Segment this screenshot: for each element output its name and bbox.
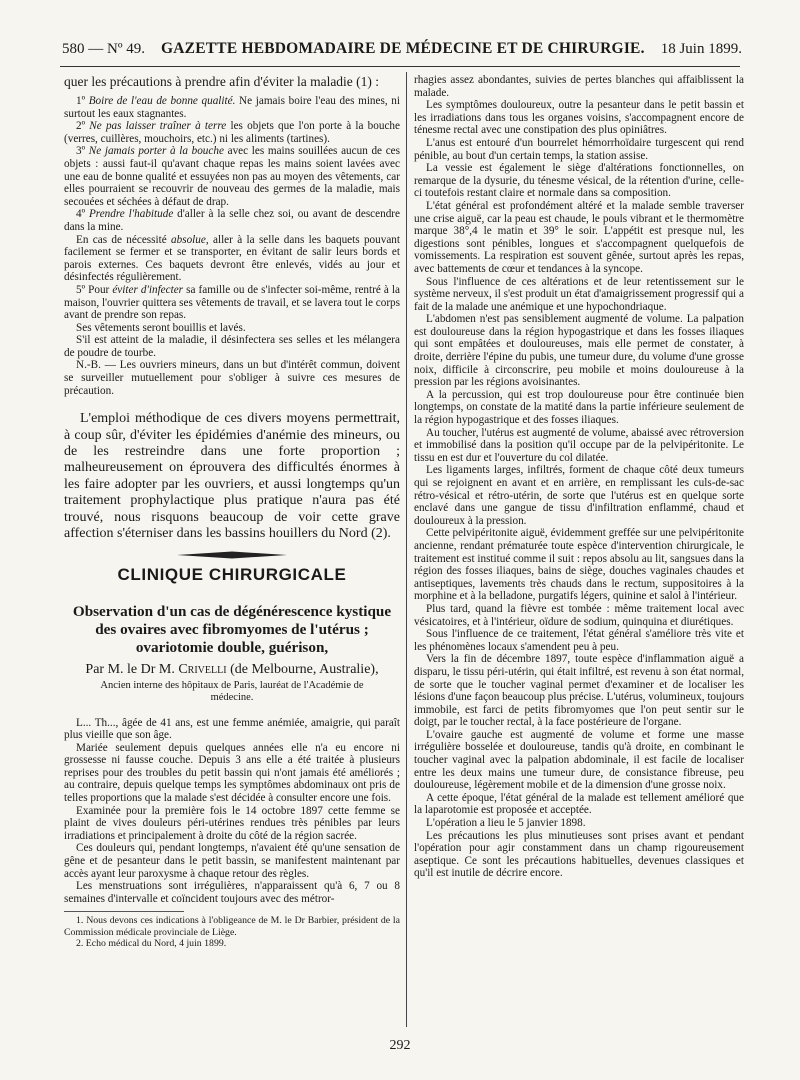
- rule-item: 4º Prendre l'habitude d'aller à la selle chez soi, ou avant de descendre dans la mine.: [64, 208, 400, 233]
- article-body-left: [64, 717, 400, 906]
- footnote-rule: [64, 911, 184, 912]
- body-paragraph: A la percussion, qui est trop douloureuse pour être continuée bien longtemps, on constate de la matité dans la partie inférieure seulement de la région hypogastrique et des fosses iliaques.: [414, 388, 744, 427]
- rule-item: N.-B. — Les ouvriers mineurs, dans un but d'intérêt commun, doivent se surveiller mutuellement pour s'obliger à suivre ces mesures de précaution.: [64, 359, 400, 397]
- rule-item: 3º Ne jamais porter à la bouche avec les mains souillées aucun de ces objets : aussi faut-il qu'avant chaque repas les mains soient lavées avec une eau de bonne qualité et essuyées non pas au moyen des vêtements, car elles pourraient se recouvrir de nouveau des germes de la maladie, mais secouées et séchées à défaut de drap.: [64, 145, 400, 208]
- header-rule: [60, 66, 740, 67]
- opening-line: quer les précautions à prendre afin d'éviter la maladie (1) :: [64, 74, 380, 89]
- rule-item: S'il est atteint de la maladie, il désinfectera ses selles et les mélangera de poudre de tourbe.: [64, 334, 400, 359]
- body-paragraph: L'abdomen n'est pas sensiblement augmenté de volume. La palpation est douloureuse dans la région hypogastrique et dans les fosses iliaques qui sont empâtées et douloureuses, mais elle permet de constater, à droite, derrière l'épine du pubis, une tumeur dure, du volume d'une grosse noix, difficile à circonscrire, peu mobile et moins douloureuse à la pression par les régions avoisinantes.: [414, 313, 744, 389]
- section-ornament: [64, 551, 400, 559]
- body-paragraph: Cette pelvipéritonite aiguë, évidemment greffée sur une pelvipéritonite ancienne, rendant prématurée toute espèce d'intervention chirurgicale, le traitement est institué comme il suit : repos absolu au lit, sangsues dans la région des fosses iliaques, bains de siège, douches vaginales chaudes et antiseptiques, lavements très chauds dans le rectum, suppositoires à la morphine et à la belladone, purgatifs légers, quinine et salol à l'intérieur.: [414, 527, 744, 603]
- body-paragraph: Sous l'influence de ce traitement, l'état général s'améliore très vite et les phénomènes locaux s'amendent peu à peu.: [414, 628, 744, 653]
- body-paragraph: Ces douleurs qui, pendant longtemps, n'avaient été qu'une sensation de gêne et de pesanteur dans le petit bassin, se manifestent maintenant par accès ayant leur paroxysme à chaque retour des règles.: [64, 842, 400, 880]
- body-paragraph: rhagies assez abondantes, suivies de pertes blanches qui affaiblissent la malade.: [414, 74, 744, 99]
- rule-item: 2º Ne pas laisser traîner à terre les objets que l'on porte à la bouche (verres, cuillères, mouchoirs, etc.) ni les aliments (tartines).: [64, 120, 400, 145]
- body-paragraph: Les symptômes douloureux, outre la pesanteur dans le petit bassin et les irradiations dans tous les organes voisins, s'accompagnent encore de ténesme rectal avec une constipation des plus opiniâtres.: [414, 99, 744, 137]
- body-paragraph: L'état général est profondément altéré et la malade semble traverser une crise aiguë, car la peau est chaude, le pouls vibrant et le thermomètre marque 38°,4 le matin et 39° le soir. L'appétit est presque nul, les digestions sont pénibles, longues et s'accompagnent quelquefois de vomissements. La respiration est souvent gênée, surtout après les repas, avec battements de cœur et tendances à la syncope.: [414, 199, 744, 275]
- ornament-rule-icon: [177, 551, 287, 559]
- body-paragraph: L'ovaire gauche est augmenté de volume et forme une masse irrégulière bosselée et douloureuse, tandis qu'à droite, en combinant le toucher vaginal avec la palpation abdominale, il est facile de localiser entre les deux mains une tumeur dure, de consistance fibreuse, peu douloureuse, légèrement mobile et de la dimension d'une grosse noix.: [414, 728, 744, 792]
- body-paragraph: Les menstruations sont irrégulières, n'apparaissent qu'à 6, 7 ou 8 semaines d'intervalle et coïncident toujours avec des métror-: [64, 880, 400, 905]
- body-paragraph: L'anus est entouré d'un bourrelet hémorrhoïdaire turgescent qui rend pénible, au bout d'un certain temps, la station assise.: [414, 136, 744, 162]
- lead-paragraph: L'emploi méthodique de ces divers moyens permettrait, à coup sûr, d'éviter les épidémies d'anémie des mineurs, ou de les restreindre dans une forte proportion ; malheureusement on éprouvera des difficultés énormes à les faire adopter par les ouvriers, et aussi longtemps qu'un traitement prophylactique plus pratique n'aura pas été trouvé, nous risquons beaucoup de voir cette grave affection s'éterniser dans les bassins houillers du Nord (2).: [64, 411, 400, 542]
- right-column: [414, 74, 744, 880]
- body-paragraph: A cette époque, l'état général de la malade est tellement amélioré que la laparotomie est proposée et acceptée.: [414, 791, 744, 817]
- rule-item: 1º Boire de l'eau de bonne qualité. Ne jamais boire l'eau des mines, ni surtout les eaux stagnantes.: [64, 95, 400, 120]
- body-paragraph: Les ligaments larges, infiltrés, forment de chaque côté deux tumeurs qui se rejoignent en avant et en arrière, en remplissant les culs-de-sac rétro-vésical et rétro-utérin, de sorte que l'utérus est en quelque sorte enclavé dans une gangue de tissu d'infiltration enflammé, chaud et douloureux à la pression.: [414, 464, 744, 527]
- left-column: [64, 74, 400, 950]
- body-paragraph: Examinée pour la première fois le 14 octobre 1897 cette femme se plaint de vives douleurs péri-utérines rendues très pénibles par leurs irradiations et principalement à droite du côté de la région sacrée.: [64, 804, 400, 842]
- body-paragraph: Les précautions les plus minutieuses sont prises avant et pendant l'opération pour agir constamment dans un champ rigoureusement aseptique. Ce sont les précautions habituelles, devenues classiques et qu'il est inutile de décrire encore.: [414, 829, 744, 880]
- rule-item: En cas de nécessité absolue, aller à la selle dans les baquets pouvant facilement se fermer et se transporter, en évitant de salir leurs bords et parois externes. Ces baquets devront être enlevés, vidés au jour et désinfectés régulièrement.: [64, 233, 400, 284]
- article-title: Observation d'un cas de dégénérescence kystique des ovaires avec fibromyomes de l'utérus ; ovariotomie double, guérison,: [72, 603, 392, 657]
- rule-item: 5º Pour éviter d'infecter sa famille ou de s'infecter soi-même, rentré à la maison, l'ouvrier quittera ses vêtements de travail, et se lavera tout le corps avant de prendre son repas.: [64, 283, 400, 322]
- page-header: [62, 40, 742, 62]
- footnote: 1. Nous devons ces indications à l'obligeance de M. le Dr Barbier, président de la Commission médicale provinciale de Liège.: [64, 915, 400, 938]
- body-paragraph: La vessie est également le siège d'altérations fonctionnelles, on remarque de la dysurie, du ténesme vésical, de la rétention d'urine, celle-ci toutefois restant claire et normale dans sa composition.: [414, 162, 744, 200]
- body-paragraph: Vers la fin de décembre 1897, toute espèce d'inflammation aiguë a disparu, le tissu péri-utérin, qui était infiltré, est revenu à son état normal, de sorte que le toucher vaginal permet d'examiner et de localiser les lésions d'une façon beaucoup plus précise. L'utérus, volumineux, toujours immobile, est farci de petits fibromyomes que l'on peut sentir sur le doigt, par le toucher rectal, à la face postérieure de l'organe.: [414, 653, 744, 729]
- page-number: 292: [389, 1038, 411, 1053]
- header-issue: 580 — Nº 49.: [62, 41, 145, 57]
- rule-item: Ses vêtements seront bouillis et lavés.: [76, 321, 246, 334]
- header-date: 18 Juin 1899.: [660, 41, 742, 57]
- author-affiliation: Ancien interne des hôpitaux de Paris, lauréat de l'Académie de médecine.: [100, 680, 364, 704]
- body-paragraph: Sous l'influence de ces altérations et de leur retentissement sur le système nerveux, il s'est produit un état d'amaigrissement progressif qui a fait de la malade une anémique et une hypochondriaque.: [414, 275, 744, 313]
- footnote: 2. Echo médical du Nord, 4 juin 1899.: [76, 938, 227, 950]
- precaution-rules: [64, 95, 400, 397]
- body-paragraph: Au toucher, l'utérus est augmenté de volume, abaissé avec rétroversion et immobilisé dans la position qu'il occupe par de la pelvipéritonite. Le tissu en est dur et l'ouverture du col dilatée.: [414, 426, 744, 464]
- journal-title: GAZETTE HEBDOMADAIRE DE MÉDECINE ET DE CHIRURGIE.: [161, 40, 645, 57]
- article-byline: Par M. le Dr M. Crivelli (de Melbourne, Australie),: [85, 662, 379, 678]
- column-divider: [406, 72, 407, 1027]
- body-paragraph: Mariée seulement depuis quelques années elle n'a eu encore ni grossesse ni fausse couche. Depuis 3 ans elle a été traitée à plusieurs reprises pour des troubles du petit bassin qui n'ont jamais été améliorés ; au contraire, depuis quelque temps les symptômes abdominaux ont pris de telles proportions que la malade s'est décidée à consulter encore une fois.: [64, 741, 400, 805]
- section-title: CLINIQUE CHIRURGICALE: [117, 564, 347, 584]
- body-paragraph: Plus tard, quand la fièvre est tombée : même traitement local avec vésicatoires, et à l'intérieur, oïdure de sodium, quinquina et diurétiques.: [414, 602, 744, 628]
- footnotes: [64, 915, 400, 949]
- body-paragraph: L'opération a lieu le 5 janvier 1898.: [426, 817, 586, 830]
- body-paragraph: L... Th..., âgée de 41 ans, est une femme anémiée, amaigrie, qui paraît plus vieille que son âge.: [64, 716, 400, 742]
